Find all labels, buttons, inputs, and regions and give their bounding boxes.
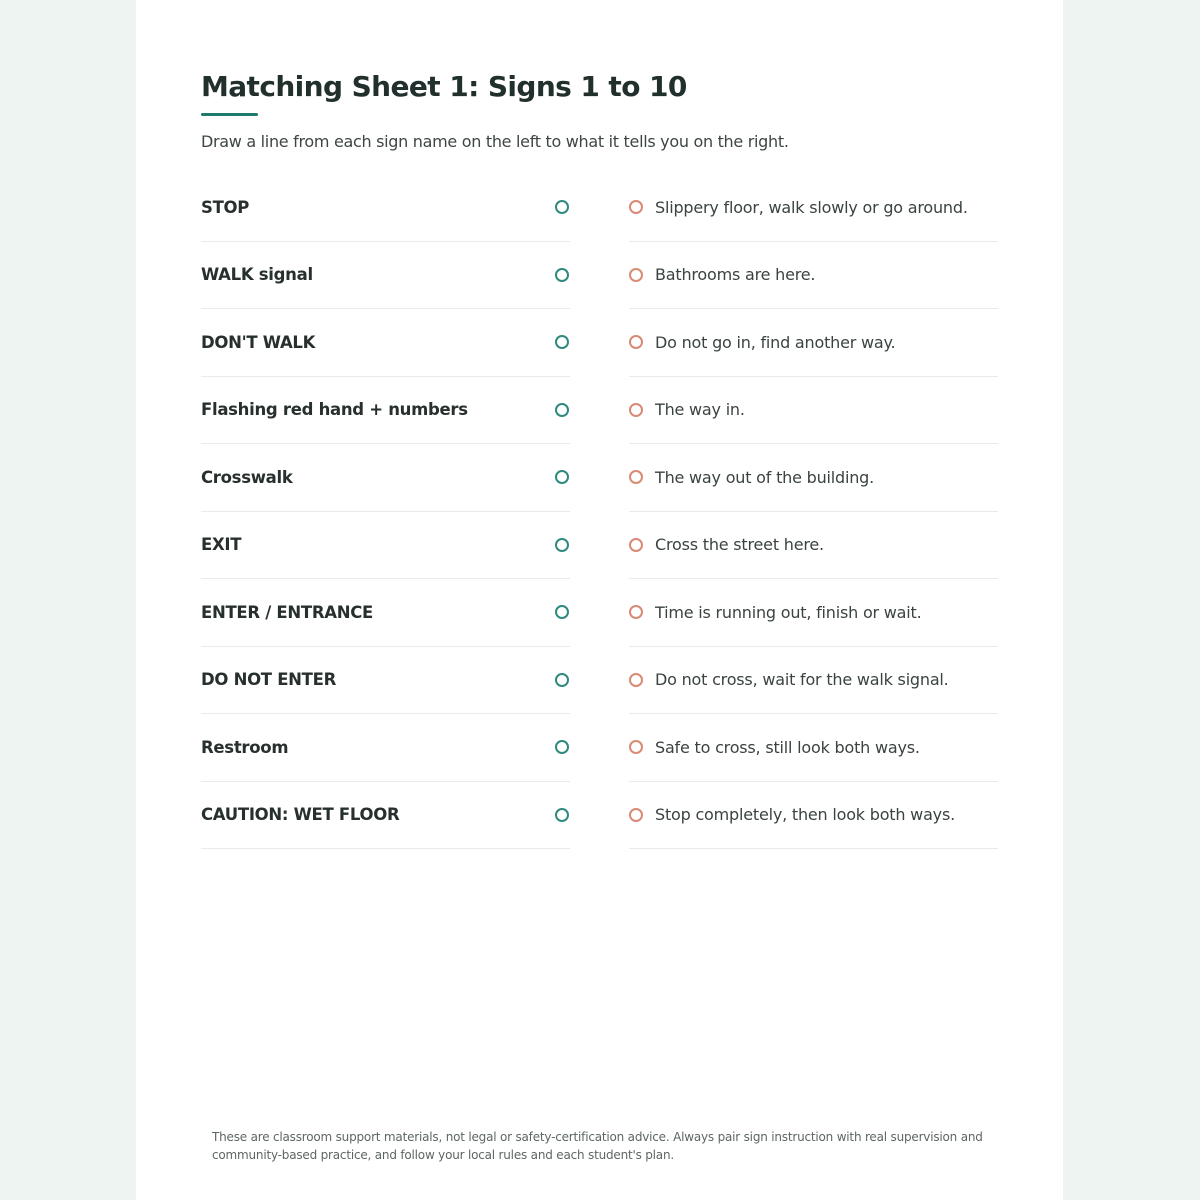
sign-names-column: [201, 174, 570, 849]
left-connector-dot[interactable]: [555, 538, 569, 552]
sign-row[interactable]: [201, 174, 570, 242]
right-connector-dot[interactable]: [629, 673, 643, 687]
sign-name: CAUTION: WET FLOOR: [201, 805, 400, 825]
meaning-text: Slippery floor, walk slowly or go around.: [655, 197, 968, 217]
meaning-row[interactable]: [629, 174, 998, 242]
meaning-row[interactable]: [629, 512, 998, 580]
left-connector-dot[interactable]: [555, 740, 569, 754]
sign-row[interactable]: [201, 242, 570, 310]
meaning-text: Safe to cross, still look both ways.: [655, 737, 920, 757]
meaning-row[interactable]: [629, 647, 998, 715]
meaning-row[interactable]: [629, 714, 998, 782]
sign-name: DON'T WALK: [201, 332, 316, 352]
sign-name: ENTER / ENTRANCE: [201, 602, 374, 622]
meaning-row[interactable]: [629, 377, 998, 445]
meaning-text: Do not go in, find another way.: [655, 332, 896, 352]
sign-name: Flashing red hand + numbers: [201, 400, 468, 420]
right-connector-dot[interactable]: [629, 538, 643, 552]
left-connector-dot[interactable]: [555, 200, 569, 214]
left-connector-dot[interactable]: [555, 268, 569, 282]
sign-row[interactable]: [201, 512, 570, 580]
sign-name: EXIT: [201, 535, 242, 555]
meaning-text: Cross the street here.: [655, 535, 824, 555]
sign-name: Restroom: [201, 737, 289, 757]
right-connector-dot[interactable]: [629, 335, 643, 349]
left-connector-dot[interactable]: [555, 403, 569, 417]
sign-name: WALK signal: [201, 265, 313, 285]
sign-row[interactable]: [201, 647, 570, 715]
sign-name: STOP: [201, 197, 250, 217]
meaning-text: Do not cross, wait for the walk signal.: [655, 670, 949, 690]
meaning-row[interactable]: [629, 309, 998, 377]
right-connector-dot[interactable]: [629, 200, 643, 214]
sign-row[interactable]: [201, 579, 570, 647]
left-connector-dot[interactable]: [555, 808, 569, 822]
meaning-row[interactable]: [629, 444, 998, 512]
sign-row[interactable]: [201, 309, 570, 377]
title-underline: [201, 113, 258, 116]
meaning-text: The way in.: [655, 400, 745, 420]
page-title: Matching Sheet 1: Signs 1 to 10: [201, 70, 687, 103]
sign-name: DO NOT ENTER: [201, 670, 337, 690]
right-connector-dot[interactable]: [629, 740, 643, 754]
meaning-text: Stop completely, then look both ways.: [655, 805, 955, 825]
right-connector-dot[interactable]: [629, 808, 643, 822]
sign-row[interactable]: [201, 782, 570, 850]
left-connector-dot[interactable]: [555, 605, 569, 619]
right-connector-dot[interactable]: [629, 403, 643, 417]
sign-row[interactable]: [201, 714, 570, 782]
sign-name: Crosswalk: [201, 467, 293, 487]
left-connector-dot[interactable]: [555, 470, 569, 484]
meaning-text: Time is running out, finish or wait.: [655, 602, 922, 622]
right-connector-dot[interactable]: [629, 470, 643, 484]
left-connector-dot[interactable]: [555, 335, 569, 349]
meaning-row[interactable]: [629, 579, 998, 647]
sign-row[interactable]: [201, 377, 570, 445]
sign-row[interactable]: [201, 444, 570, 512]
left-connector-dot[interactable]: [555, 673, 569, 687]
right-connector-dot[interactable]: [629, 268, 643, 282]
meaning-text: Bathrooms are here.: [655, 265, 816, 285]
meaning-row[interactable]: [629, 782, 998, 850]
worksheet-page: [136, 0, 1063, 1200]
right-connector-dot[interactable]: [629, 605, 643, 619]
instructions-text: Draw a line from each sign name on the left to what it tells you on the right.: [201, 132, 789, 151]
meanings-column: [629, 174, 998, 849]
meaning-row[interactable]: [629, 242, 998, 310]
disclaimer-footer: These are classroom support materials, not legal or safety-certification advice. Always pair sign instruction with real supervision and community-based practice, and follow your local rules and each student's plan.: [212, 1130, 983, 1162]
meaning-text: The way out of the building.: [655, 467, 875, 487]
